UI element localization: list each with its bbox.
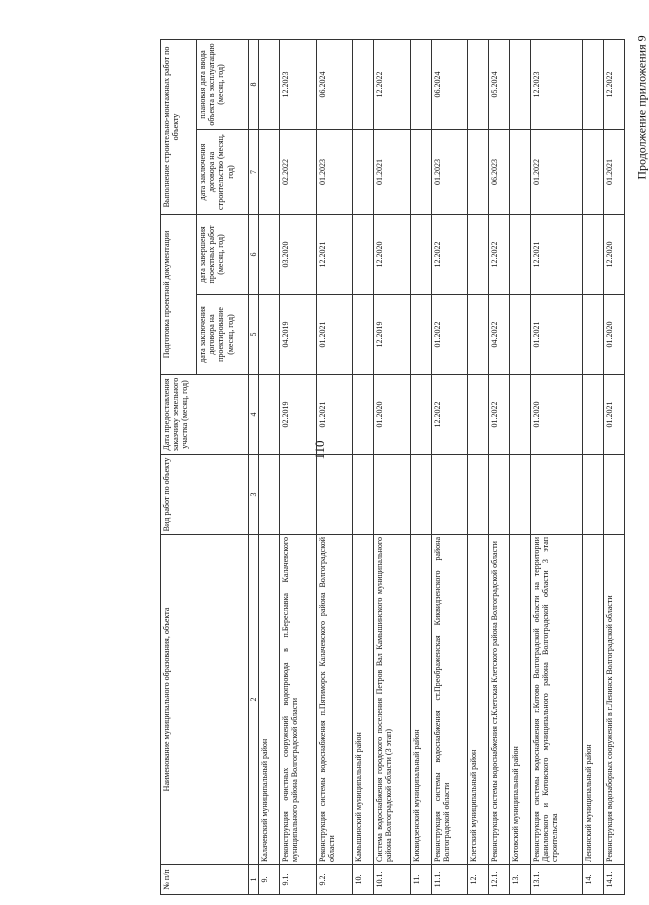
row-design-contract: 01.2020 bbox=[604, 295, 625, 375]
row-design-end: 12.2021 bbox=[316, 215, 353, 295]
page-number: 110 bbox=[312, 440, 327, 460]
table-row bbox=[583, 39, 604, 894]
row-build-end bbox=[259, 39, 280, 129]
row-build-contract bbox=[353, 130, 374, 215]
row-work bbox=[353, 455, 374, 535]
row-land: 12.2022 bbox=[431, 375, 468, 455]
row-work bbox=[259, 455, 280, 535]
col-index: 7 bbox=[249, 130, 259, 215]
row-work bbox=[316, 455, 353, 535]
row-build-contract: 02.2022 bbox=[280, 130, 317, 215]
table-row bbox=[410, 39, 431, 894]
header-num: № п/п bbox=[161, 865, 249, 895]
row-design-end: 12.2022 bbox=[489, 215, 510, 295]
col-index: 6 bbox=[249, 215, 259, 295]
row-build-contract bbox=[468, 130, 489, 215]
row-design-end: 12.2021 bbox=[530, 215, 582, 295]
row-design-end bbox=[353, 215, 374, 295]
table-row bbox=[431, 39, 468, 894]
row-land: 01.2021 bbox=[316, 375, 353, 455]
row-work bbox=[604, 455, 625, 535]
row-land: 01.2020 bbox=[530, 375, 582, 455]
row-num: 11.1. bbox=[431, 865, 468, 895]
row-build-end: 06.2024 bbox=[431, 39, 468, 129]
row-land: 01.2021 bbox=[604, 375, 625, 455]
row-build-end bbox=[583, 39, 604, 129]
table-row bbox=[489, 39, 510, 894]
row-name: Реконструкция системы водоснабжения ст.Преображенская Киквидзенского района Волгоградской области bbox=[431, 535, 468, 865]
row-land: 01.2022 bbox=[489, 375, 510, 455]
schedule-table bbox=[160, 39, 625, 895]
row-name: Реконструкция системы водоснабжения ст.Клетская Клетского района Волгоградской области bbox=[489, 535, 510, 865]
row-name: Котовский муниципальный район bbox=[510, 535, 531, 865]
row-num: 13.1. bbox=[530, 865, 582, 895]
row-design-contract: 04.2019 bbox=[280, 295, 317, 375]
row-design-contract: 01.2021 bbox=[530, 295, 582, 375]
row-build-contract: 01.2022 bbox=[530, 130, 582, 215]
row-build-end: 05.2024 bbox=[489, 39, 510, 129]
row-name: Реконструкция системы водоснабжения п.Пятиморск Калачевского района Волгоградской области bbox=[316, 535, 353, 865]
row-work bbox=[431, 455, 468, 535]
row-build-contract: 01.2023 bbox=[431, 130, 468, 215]
row-build-end: 12.2023 bbox=[530, 39, 582, 129]
row-work bbox=[410, 455, 431, 535]
row-design-end: 03.2020 bbox=[280, 215, 317, 295]
row-work bbox=[489, 455, 510, 535]
row-build-end bbox=[410, 39, 431, 129]
table-row bbox=[530, 39, 582, 894]
row-num: 14.1. bbox=[604, 865, 625, 895]
row-num: 9.2. bbox=[316, 865, 353, 895]
header-build: Выполнение строительно-монтажных работ по объекту bbox=[161, 39, 197, 214]
col-index: 8 bbox=[249, 39, 259, 129]
row-design-contract: 12.2019 bbox=[374, 295, 411, 375]
row-num: 12.1. bbox=[489, 865, 510, 895]
row-design-end bbox=[583, 215, 604, 295]
row-land bbox=[353, 375, 374, 455]
header-name: Наименование муниципального образования, объекта bbox=[161, 535, 249, 865]
row-design-contract: 01.2022 bbox=[431, 295, 468, 375]
row-design-end: 12.2020 bbox=[604, 215, 625, 295]
row-num: 9.1. bbox=[280, 865, 317, 895]
row-work bbox=[374, 455, 411, 535]
row-build-end: 12.2022 bbox=[374, 39, 411, 129]
row-land bbox=[583, 375, 604, 455]
row-design-end: 12.2022 bbox=[431, 215, 468, 295]
row-num: 11. bbox=[410, 865, 431, 895]
row-build-contract bbox=[510, 130, 531, 215]
row-design-contract bbox=[410, 295, 431, 375]
table-row bbox=[374, 39, 411, 894]
row-build-contract bbox=[410, 130, 431, 215]
row-name: Киквидзенский муниципальный район bbox=[410, 535, 431, 865]
row-design-contract bbox=[510, 295, 531, 375]
row-name: Ленинский муниципальный район bbox=[583, 535, 604, 865]
row-build-end bbox=[468, 39, 489, 129]
header-work: Вид работ по объекту bbox=[161, 455, 249, 535]
row-num: 9. bbox=[259, 865, 280, 895]
row-design-contract: 01.2021 bbox=[316, 295, 353, 375]
row-build-contract: 01.2023 bbox=[316, 130, 353, 215]
row-work bbox=[583, 455, 604, 535]
rotated-table-wrapper bbox=[160, 40, 625, 895]
row-design-contract bbox=[468, 295, 489, 375]
row-work bbox=[280, 455, 317, 535]
table-row bbox=[316, 39, 353, 894]
row-design-contract: 04.2022 bbox=[489, 295, 510, 375]
row-work bbox=[530, 455, 582, 535]
row-land bbox=[259, 375, 280, 455]
header-land: Дата предоставления заказчику земельного участка (месяц, год) bbox=[161, 375, 249, 455]
row-build-end: 12.2022 bbox=[604, 39, 625, 129]
row-name: Реконструкция системы водоснабжения г.Котово Волгоградской области на территории Даниловского и Котовского муниципального района Волгоградской области 3 этап строительства bbox=[530, 535, 582, 865]
row-build-contract bbox=[259, 130, 280, 215]
row-land: 02.2019 bbox=[280, 375, 317, 455]
header-design: Подготовка проектной документации bbox=[161, 215, 197, 375]
row-design-end: 12.2020 bbox=[374, 215, 411, 295]
continuation-label: Продолжение приложения 9 bbox=[634, 35, 649, 180]
row-name: Реконструкция водозаборных сооружений в г.Ленинск Волгоградской области bbox=[604, 535, 625, 865]
row-num: 10. bbox=[353, 865, 374, 895]
header-design-contract: дата заключения договора на проектирование (месяц, год) bbox=[197, 295, 249, 375]
row-design-end bbox=[510, 215, 531, 295]
header-design-end: дата завершения проектных работ (месяц, год) bbox=[197, 215, 249, 295]
row-build-contract bbox=[583, 130, 604, 215]
table-body bbox=[259, 39, 625, 894]
row-num: 13. bbox=[510, 865, 531, 895]
table-row bbox=[280, 39, 317, 894]
col-index: 2 bbox=[249, 535, 259, 865]
table-row bbox=[604, 39, 625, 894]
col-index: 4 bbox=[249, 375, 259, 455]
row-name: Калачевский муниципальный район bbox=[259, 535, 280, 865]
table-row bbox=[353, 39, 374, 894]
row-build-contract: 01.2021 bbox=[374, 130, 411, 215]
row-name: Система водоснабжения городского поселения Петров Вал Камышинского муниципального района Волгоградской области (3 этап) bbox=[374, 535, 411, 865]
col-index: 5 bbox=[249, 295, 259, 375]
row-name: Реконструкция очистных сооружений водопровода в п.Береславка Калачевского муниципального района Волгоградской области bbox=[280, 535, 317, 865]
header-build-end: плановая дата ввода объекта в эксплуатацию (месяц, год) bbox=[197, 39, 249, 129]
row-build-end bbox=[353, 39, 374, 129]
row-design-end bbox=[468, 215, 489, 295]
row-build-end bbox=[510, 39, 531, 129]
col-index: 3 bbox=[249, 455, 259, 535]
row-build-end: 06.2024 bbox=[316, 39, 353, 129]
row-land bbox=[410, 375, 431, 455]
row-work bbox=[468, 455, 489, 535]
row-name: Клетский муниципальный район bbox=[468, 535, 489, 865]
row-land bbox=[468, 375, 489, 455]
table-row bbox=[259, 39, 280, 894]
row-build-contract: 01.2021 bbox=[604, 130, 625, 215]
row-num: 12. bbox=[468, 865, 489, 895]
row-design-contract bbox=[353, 295, 374, 375]
row-num: 10.1. bbox=[374, 865, 411, 895]
row-land bbox=[510, 375, 531, 455]
table-row bbox=[468, 39, 489, 894]
row-design-end bbox=[259, 215, 280, 295]
col-index: 1 bbox=[249, 865, 259, 895]
row-build-end: 12.2023 bbox=[280, 39, 317, 129]
row-design-end bbox=[410, 215, 431, 295]
table-row bbox=[510, 39, 531, 894]
row-design-contract bbox=[583, 295, 604, 375]
row-work bbox=[510, 455, 531, 535]
row-design-contract bbox=[259, 295, 280, 375]
row-land: 01.2020 bbox=[374, 375, 411, 455]
row-name: Камышинский муниципальный район bbox=[353, 535, 374, 865]
row-num: 14. bbox=[583, 865, 604, 895]
header-build-contract: дата заключения договора на строительство (месяц, год) bbox=[197, 130, 249, 215]
row-build-contract: 06.2023 bbox=[489, 130, 510, 215]
